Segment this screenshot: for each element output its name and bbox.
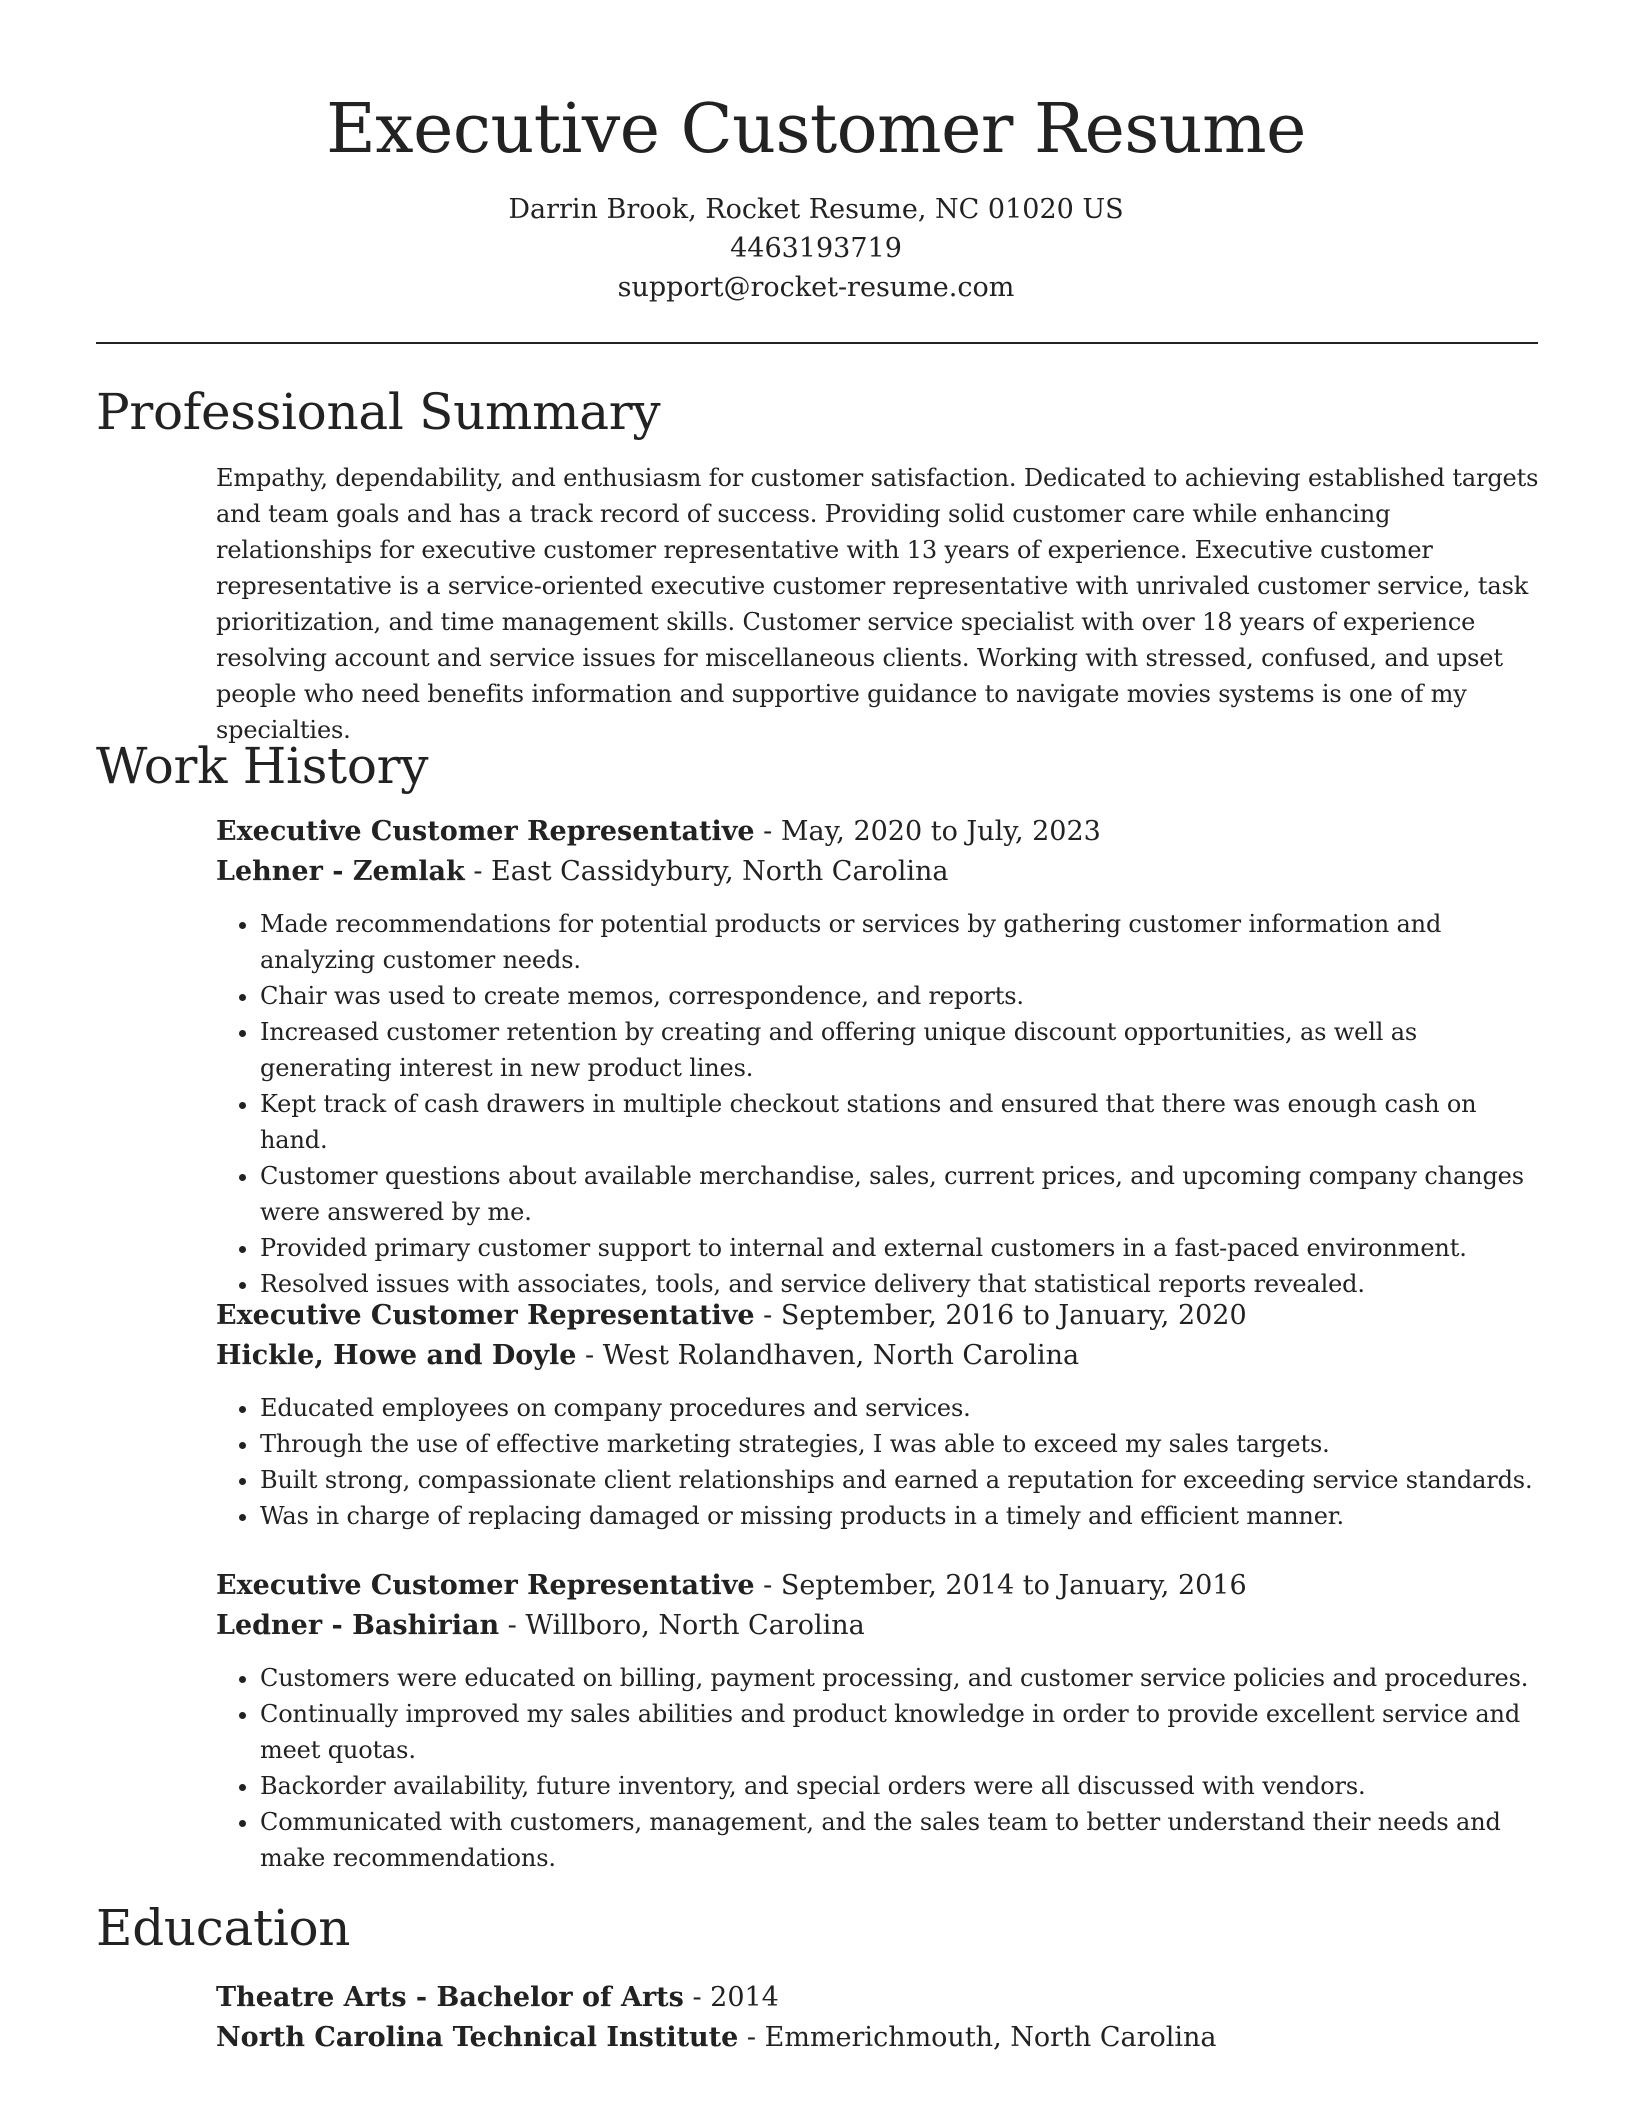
job-dates: - September, 2016 to January, 2020 (754, 1300, 1247, 1331)
job-entry (216, 1296, 1546, 1534)
job-bullet: • Customers were educated on billing, payment processing, and customer service policies and procedures. (260, 1660, 1546, 1696)
job-bullet: • Communicated with customers, management, and the sales team to better understand their needs and make recommendations. (260, 1804, 1546, 1876)
contact-phone: 4463193719 (730, 233, 902, 264)
job-bullet: • Built strong, compassionate client relationships and earned a reputation for exceeding service standards. (260, 1462, 1546, 1498)
resume-header (0, 0, 1632, 307)
summary-text: Empathy, dependability, and enthusiasm for customer satisfaction. Dedicated to achieving established targets and team goals and has a track record of success. Providing solid customer care while enhancing relationships for executive customer representative with 13 years of experience. Executive customer representative is a service-oriented executive customer representative with unrivaled customer service, task prioritization, and time management skills. Customer service specialist with over 18 years of experience resolving account and service issues for miscellaneous clients. Working with stressed, confused, and upset people who need benefits information and supportive guidance to navigate movies systems is one of my specialties. (216, 464, 1539, 744)
job-company-line (216, 1336, 1546, 1376)
education-school: North Carolina Technical Institute (216, 2022, 739, 2053)
job-bullet: • Continually improved my sales abilities and product knowledge in order to provide excellent service and meet quotas. (260, 1696, 1546, 1768)
contact-email: support@rocket-resume.com (617, 272, 1015, 303)
job-dates: - May, 2020 to July, 2023 (754, 816, 1101, 847)
contact-address: Darrin Brook, Rocket Resume, NC 01020 US (508, 194, 1124, 225)
job-bullets (216, 906, 1546, 1302)
education-degree-line (216, 1978, 1542, 2018)
job-bullet: • Kept track of cash drawers in multiple checkout stations and ensured that there was enough cash on hand. (260, 1086, 1546, 1158)
contact-block (0, 190, 1632, 307)
header-divider (96, 342, 1538, 344)
education-heading: Education (96, 1899, 351, 1957)
job-bullet: • Was in charge of replacing damaged or missing products in a timely and efficient manner. (260, 1498, 1546, 1534)
job-bullets (216, 1390, 1546, 1534)
job-dates: - September, 2014 to January, 2016 (754, 1570, 1247, 1601)
job-title-line (216, 812, 1546, 852)
job-bullet: • Educated employees on company procedures and services. (260, 1390, 1546, 1426)
summary-section (216, 460, 1542, 748)
job-bullet: • Backorder availability, future inventory, and special orders were all discussed with vendors. (260, 1768, 1546, 1804)
job-bullet: • Customer questions about available merchandise, sales, current prices, and upcoming company changes were answered by me. (260, 1158, 1546, 1230)
job-company: Hickle, Howe and Doyle (216, 1340, 577, 1371)
job-location: - Willboro, North Carolina (499, 1610, 865, 1641)
job-bullet: • Through the use of effective marketing strategies, I was able to exceed my sales targets. (260, 1426, 1546, 1462)
job-company: Lehner - Zemlak (216, 856, 465, 887)
job-title: Executive Customer Representative (216, 1300, 755, 1331)
job-bullet: • Made recommendations for potential products or services by gathering customer information and analyzing customer needs. (260, 906, 1546, 978)
job-company: Ledner - Bashirian (216, 1610, 500, 1641)
job-bullet: • Increased customer retention by creating and offering unique discount opportunities, as well as generating interest in new product lines. (260, 1014, 1546, 1086)
job-company-line (216, 1606, 1546, 1646)
job-entry (216, 1566, 1546, 1876)
summary-heading: Professional Summary (96, 383, 661, 441)
job-bullet: • Provided primary customer support to internal and external customers in a fast-paced environment. (260, 1230, 1546, 1266)
work-history-heading: Work History (96, 737, 429, 795)
job-title: Executive Customer Representative (216, 1570, 755, 1601)
job-entry (216, 812, 1546, 1302)
resume-title: Executive Customer Resume (326, 90, 1306, 169)
job-location: - West Rolandhaven, North Carolina (576, 1340, 1080, 1371)
job-bullets (216, 1660, 1546, 1876)
education-location: - Emmerichmouth, North Carolina (738, 2022, 1217, 2053)
education-school-line (216, 2018, 1542, 2058)
job-location: - East Cassidybury, North Carolina (464, 856, 949, 887)
education-degree: Theatre Arts - Bachelor of Arts (216, 1982, 684, 2013)
job-company-line (216, 852, 1546, 892)
job-bullet: • Resolved issues with associates, tools, and service delivery that statistical reports revealed. (260, 1266, 1546, 1302)
job-bullet: • Chair was used to create memos, correspondence, and reports. (260, 978, 1546, 1014)
job-title-line (216, 1566, 1546, 1606)
job-title-line (216, 1296, 1546, 1336)
job-title: Executive Customer Representative (216, 816, 755, 847)
education-entry (216, 1978, 1542, 2058)
education-year: - 2014 (683, 1982, 779, 2013)
